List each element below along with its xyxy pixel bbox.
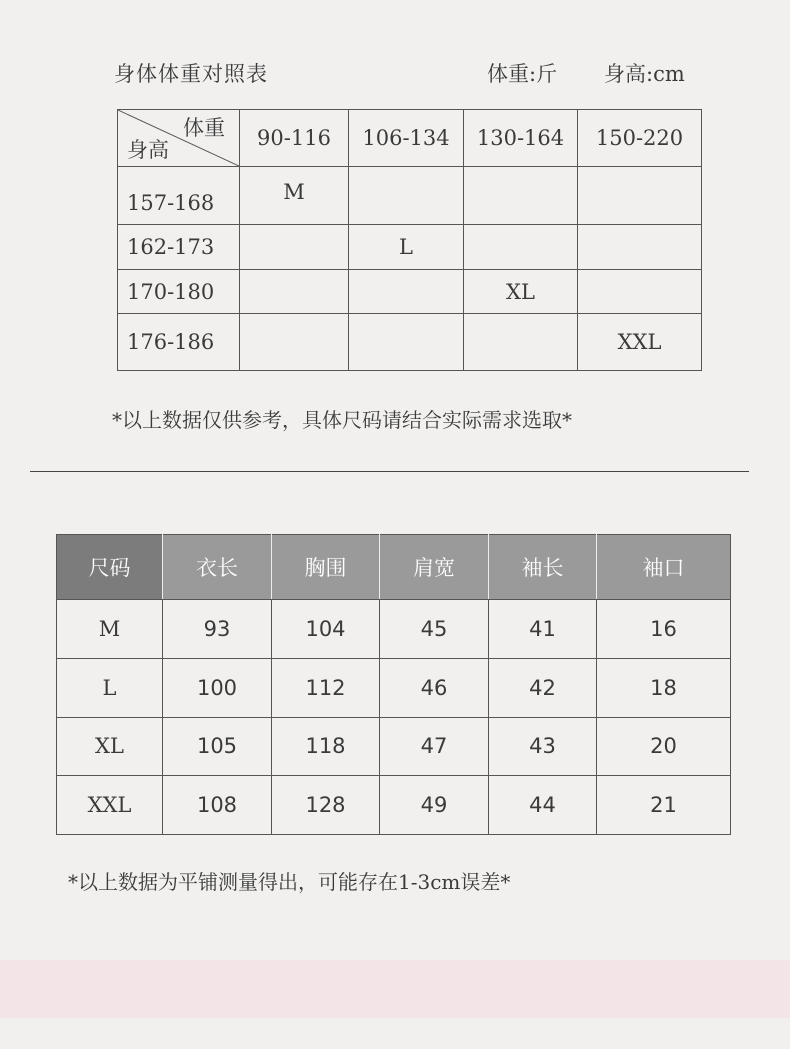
table-row [118, 225, 702, 270]
height-range-cell: 176-186 [118, 314, 240, 371]
corner-height-label: 身高 [127, 138, 169, 162]
size-label: XL [57, 717, 163, 776]
size-cell [240, 225, 349, 270]
size-cell [349, 314, 464, 371]
table-row [57, 600, 731, 659]
table-row [57, 717, 731, 776]
corner-weight-label: 体重 [183, 116, 225, 140]
weight-range-header: 90-116 [240, 110, 349, 167]
size-cell: M [240, 167, 349, 225]
shoulder-value: 46 [380, 658, 489, 717]
table-row [57, 776, 731, 835]
header-sleeve-length: 袖长 [489, 535, 597, 600]
weight-range-header: 130-164 [464, 110, 578, 167]
table-row [118, 167, 702, 225]
size-label: M [57, 600, 163, 659]
table-row [118, 314, 702, 371]
size-cell [240, 314, 349, 371]
size-cell [349, 270, 464, 314]
header-length: 衣长 [163, 535, 272, 600]
table-row [118, 270, 702, 314]
cuff-value: 20 [597, 717, 731, 776]
chart-title: 身体体重对照表 [114, 62, 268, 86]
size-cell [578, 225, 702, 270]
weight-unit-label: 体重:斤 [487, 62, 558, 86]
chest-value: 112 [272, 658, 380, 717]
size-cell: XXL [578, 314, 702, 371]
table-row [57, 658, 731, 717]
size-cell: XL [464, 270, 578, 314]
height-unit-label: 身高:cm [604, 62, 685, 86]
section-divider [30, 471, 749, 472]
decorative-band [0, 960, 790, 1018]
size-cell [464, 167, 578, 225]
size-cell: L [349, 225, 464, 270]
shoulder-value: 45 [380, 600, 489, 659]
height-range-cell: 162-173 [118, 225, 240, 270]
size-label: XXL [57, 776, 163, 835]
length-value: 108 [163, 776, 272, 835]
shoulder-value: 47 [380, 717, 489, 776]
size-cell [349, 167, 464, 225]
chest-value: 128 [272, 776, 380, 835]
header-chest: 胸围 [272, 535, 380, 600]
height-range-cell: 170-180 [118, 270, 240, 314]
header-size: 尺码 [57, 535, 163, 600]
height-range-cell: 157-168 [118, 167, 240, 225]
weight-range-header: 150-220 [578, 110, 702, 167]
cuff-value: 16 [597, 600, 731, 659]
size-cell [464, 225, 578, 270]
header-shoulder: 肩宽 [380, 535, 489, 600]
size-label: L [57, 658, 163, 717]
measurement-note: *以上数据为平铺测量得出，可能存在1-3cm误差* [68, 870, 511, 894]
corner-cell [118, 110, 240, 167]
chest-value: 104 [272, 600, 380, 659]
sleeve-value: 44 [489, 776, 597, 835]
height-weight-table [117, 109, 702, 371]
size-cell [578, 167, 702, 225]
weight-range-header: 106-134 [349, 110, 464, 167]
length-value: 105 [163, 717, 272, 776]
length-value: 93 [163, 600, 272, 659]
chest-value: 118 [272, 717, 380, 776]
sleeve-value: 42 [489, 658, 597, 717]
reference-note: *以上数据仅供参考，具体尺码请结合实际需求选取* [112, 408, 572, 432]
sleeve-value: 41 [489, 600, 597, 659]
size-cell [578, 270, 702, 314]
height-weight-header-row [118, 110, 702, 167]
shoulder-value: 49 [380, 776, 489, 835]
cuff-value: 21 [597, 776, 731, 835]
size-cell [464, 314, 578, 371]
size-cell [240, 270, 349, 314]
size-header-row [57, 535, 731, 600]
cuff-value: 18 [597, 658, 731, 717]
length-value: 100 [163, 658, 272, 717]
size-measurement-table [56, 534, 731, 835]
header-cuff: 袖口 [597, 535, 731, 600]
sleeve-value: 43 [489, 717, 597, 776]
